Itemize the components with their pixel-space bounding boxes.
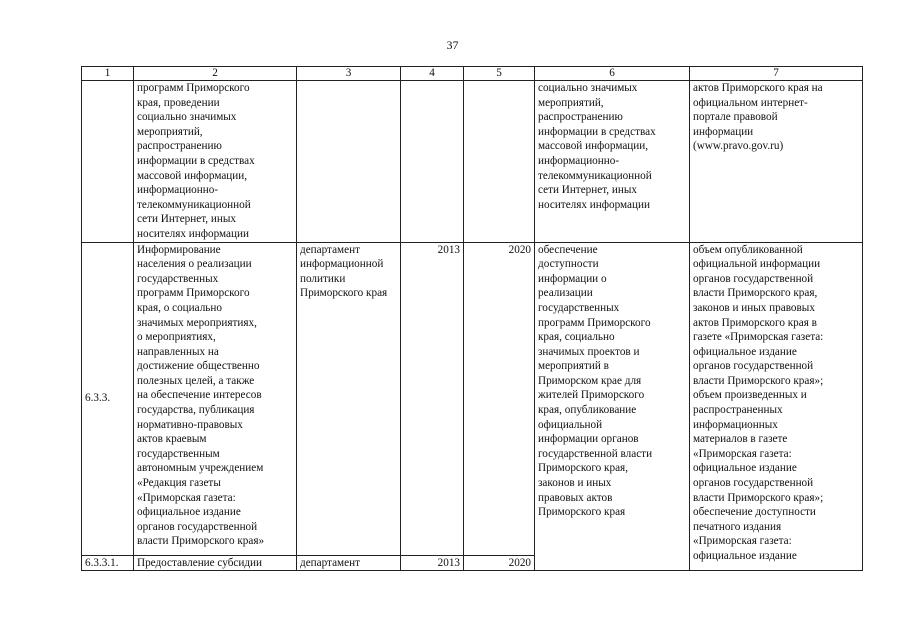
column-header: 4 bbox=[401, 67, 464, 81]
end-year: 2020 bbox=[508, 556, 531, 569]
result-text: социально значимых мероприятий, распространению информации в средствах массовой информации, информационно- телекоммуникационной сети Интернет, иных носителях информации bbox=[538, 82, 656, 211]
table-row bbox=[82, 81, 863, 243]
executor-cell bbox=[297, 555, 401, 571]
activity-text: Предоставление субсидии bbox=[137, 556, 263, 569]
column-header: 6 bbox=[535, 67, 690, 81]
indicator-text: объем опубликованной официальной информации органов государственной власти Приморского края, законов и иных правовых актов Приморского края в газете «Приморская газета: официальное издание органов государственной власти Приморского края»; объем произведенных и распространенных информационных материалов в газете «Приморская газета: официальное издание органов государственной власти Приморского края»; обеспечение доступности печатного издания «Приморская газета: официальное издание bbox=[693, 243, 824, 562]
executor-text: департамент bbox=[300, 556, 360, 569]
table-header-row bbox=[82, 67, 863, 81]
indicator-cell bbox=[690, 242, 863, 571]
executor-cell bbox=[297, 242, 401, 555]
start-year-cell bbox=[401, 81, 464, 243]
page-number: 37 bbox=[446, 38, 459, 52]
end-year: 2020 bbox=[508, 243, 531, 256]
start-year-cell bbox=[401, 555, 464, 571]
activity-cell bbox=[134, 242, 297, 555]
row-number-cell bbox=[82, 555, 134, 571]
start-year: 2013 bbox=[437, 556, 460, 569]
end-year-cell bbox=[464, 81, 535, 243]
column-header: 3 bbox=[297, 67, 401, 81]
row-number: 6.3.3. bbox=[85, 392, 111, 405]
start-year: 2013 bbox=[437, 243, 460, 256]
column-header: 1 bbox=[82, 67, 134, 81]
start-year-cell bbox=[401, 242, 464, 555]
row-number-cell bbox=[82, 242, 134, 555]
indicator-text: актов Приморского края на официальном интернет- портале правовой информации (www.pravo.gov.ru) bbox=[693, 82, 823, 153]
result-text: обеспечение доступности информации о реализации государственных программ Приморского края, социально значимых проектов и мероприятий в Приморском крае для жителей Приморского края, опубликование официальной информации органов государственной власти Приморского края, законов и иных правовых актов Приморского края bbox=[538, 243, 653, 519]
result-cell bbox=[535, 242, 690, 571]
column-header: 7 bbox=[690, 67, 863, 81]
activity-cell bbox=[134, 555, 297, 571]
end-year-cell bbox=[464, 242, 535, 555]
column-header: 5 bbox=[464, 67, 535, 81]
executor-text: департамент информационной политики Приморского края bbox=[300, 243, 388, 300]
row-number: 6.3.3.1. bbox=[85, 556, 119, 569]
result-cell bbox=[535, 81, 690, 243]
table-row bbox=[82, 242, 863, 555]
column-header: 2 bbox=[134, 67, 297, 81]
activity-text: Информирование населения о реализации государственных программ Приморского края, о социально значимых мероприятиях, о мероприятиях, направленных на достижение общественно полезных целей, а также на обеспечение интересов государства, публикация нормативно-правовых актов краевым государственным автономным учреждением «Редакция газеты «Приморская газета: официальное издание органов государственной власти Приморского края» bbox=[137, 243, 265, 548]
activity-text: программ Приморского края, проведении социально значимых мероприятий, распространению информации в средствах массовой информации, информационно- телекоммуникационной сети Интернет, иных носителях информации bbox=[137, 82, 255, 240]
activity-cell bbox=[134, 81, 297, 243]
end-year-cell bbox=[464, 555, 535, 571]
indicator-cell bbox=[690, 81, 863, 243]
program-table bbox=[81, 66, 863, 571]
executor-cell bbox=[297, 81, 401, 243]
row-number-cell bbox=[82, 81, 134, 243]
